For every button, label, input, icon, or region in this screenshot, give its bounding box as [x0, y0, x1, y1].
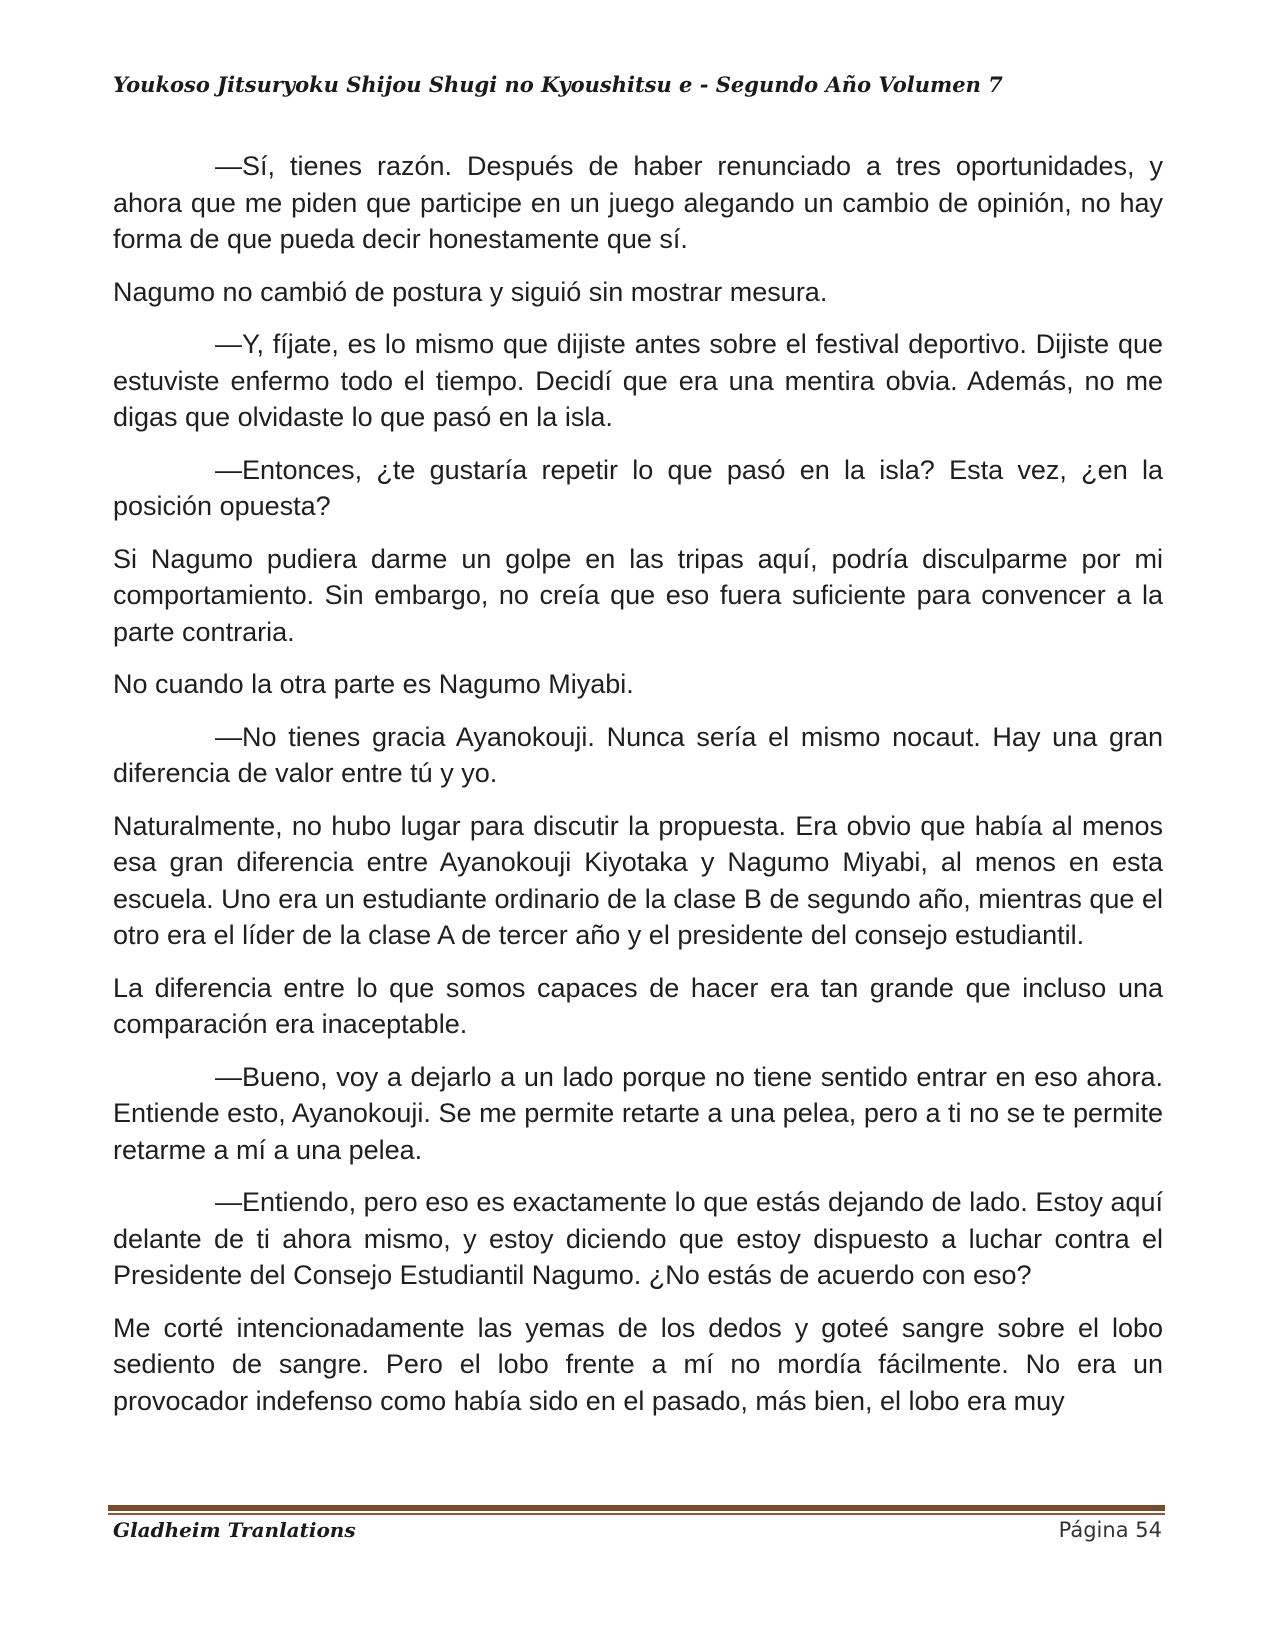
paragraph: La diferencia entre lo que somos capaces de hacer era tan grande que incluso una comparación era inaceptable. [113, 972, 1163, 1039]
footer-credit: Gladheim Tranlations [113, 1518, 356, 1542]
page-label: Página [1058, 1518, 1129, 1542]
paragraph-dialogue: —No tienes gracia Ayanokouji. Nunca sería el mismo nocaut. Hay una gran diferencia de valor entre tú y yo. [113, 721, 1163, 788]
paragraph: No cuando la otra parte es Nagumo Miyabi. [113, 669, 634, 699]
footer-rule-thick [108, 1505, 1165, 1511]
page-number-block [1059, 1518, 1162, 1542]
paragraph-dialogue: —Sí, tienes razón. Después de haber renunciado a tres oportunidades, y ahora que me piden que participe en un juego alegando un cambio de opinión, no hay forma de que pueda decir honestamente que sí. [113, 151, 1163, 254]
paragraph-dialogue: —Bueno, voy a dejarlo a un lado porque no tiene sentido entrar en eso ahora. Entiende esto, Ayanokouji. Se me permite retarte a una pelea, pero a ti no se te permite retarme a mí a una pelea. [113, 1061, 1163, 1165]
body-text [113, 148, 1163, 1435]
paragraph-dialogue: —Entiendo, pero eso es exactamente lo que estás dejando de lado. Estoy aquí delante de ti ahora mismo, y estoy diciendo que estoy dispuesto a luchar contra el Presidente del Consejo Estudiantil Nagumo. ¿No estás de acuerdo con eso? [113, 1187, 1163, 1290]
paragraph: Naturalmente, no hubo lugar para discutir la propuesta. Era obvio que había al menos esa gran diferencia entre Ayanokouji Kiyotaka y Nagumo Miyabi, al menos en esta escuela. Uno era un estudiante ordinario de la clase B de segundo año, mientras que el otro era el líder de la clase A de tercer año y el presidente del consejo estudiantil. [113, 810, 1163, 950]
paragraph: Si Nagumo pudiera darme un golpe en las tripas aquí, podría disculparme por mi comportamiento. Sin embargo, no creía que eso fuera suficiente para convencer a la parte contraria. [113, 543, 1163, 647]
paragraph: Nagumo no cambió de postura y siguió sin mostrar mesura. [113, 276, 828, 307]
paragraph-dialogue: —Y, fíjate, es lo mismo que dijiste antes sobre el festival deportivo. Dijiste que estuviste enfermo todo el tiempo. Decidí que era una mentira obvia. Además, no me digas que olvidaste lo que pasó en la isla. [113, 329, 1163, 432]
running-header: Youkoso Jitsuryoku Shijou Shugi no Kyoushitsu e - Segundo Año Volumen 7 [113, 72, 1003, 97]
paragraph-dialogue: —Entonces, ¿te gustaría repetir lo que pasó en la isla? Esta vez, ¿en la posición opuesta? [113, 454, 1163, 521]
page-number: 54 [1135, 1518, 1162, 1542]
paragraph: Me corté intencionadamente las yemas de los dedos y goteé sangre sobre el lobo sediento de sangre. Pero el lobo frente a mí no mordía fácilmente. No era un provocador indefenso como había sido en el pasado, más bien, el lobo era muy [113, 1312, 1163, 1416]
footer-rule-thin [108, 1513, 1165, 1515]
